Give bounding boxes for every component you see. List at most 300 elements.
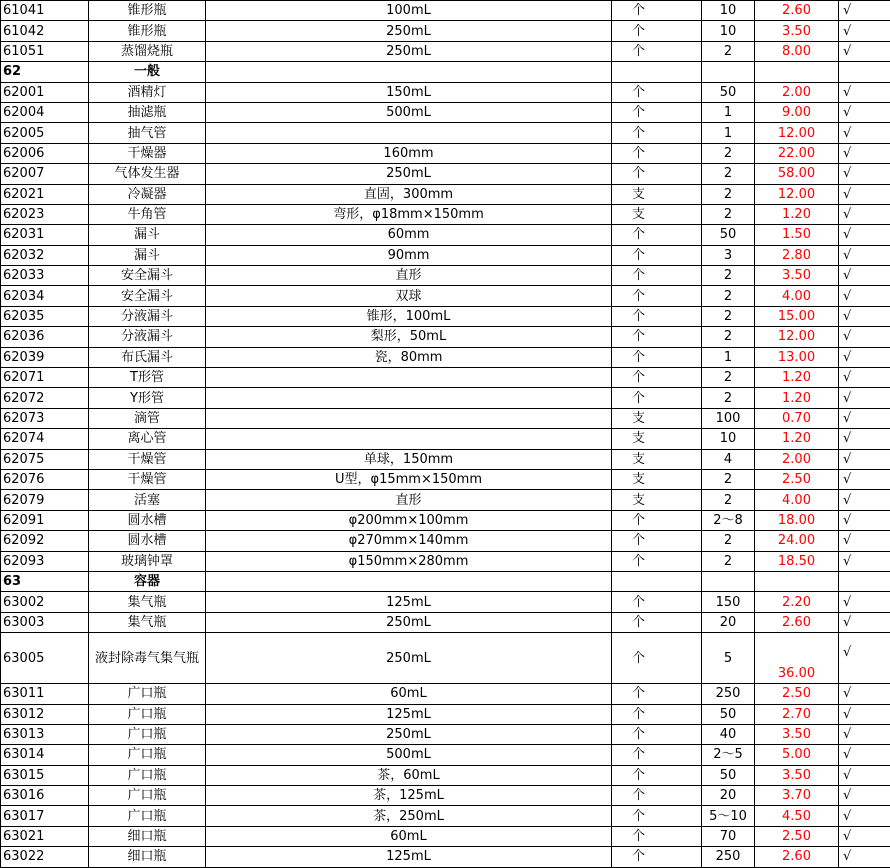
item-spec-cell: 茶，125mL [206, 786, 612, 806]
table-row [1, 225, 890, 245]
item-code-cell: 62023 [1, 204, 89, 224]
item-unit-cell: 个 [612, 786, 702, 806]
item-check-cell: √ [839, 633, 890, 684]
table-row [1, 490, 890, 510]
item-unit-cell: 个 [612, 704, 702, 724]
item-price-cell: 3.50 [755, 21, 839, 41]
item-quantity-cell: 50 [702, 82, 755, 102]
item-code-cell: 62093 [1, 551, 89, 571]
item-name-cell: 集气瓶 [89, 612, 206, 632]
item-name-cell: 漏斗 [89, 225, 206, 245]
item-code-cell: 62033 [1, 266, 89, 286]
item-unit-cell: 个 [612, 123, 702, 143]
item-check-cell: √ [839, 102, 890, 122]
item-price-cell: 3.50 [755, 765, 839, 785]
item-code-cell: 61051 [1, 41, 89, 61]
item-unit-cell: 支 [612, 469, 702, 489]
item-spec-cell: 250mL [206, 164, 612, 184]
item-spec-cell [206, 62, 612, 82]
section-code-cell: 63 [1, 571, 89, 591]
item-check-cell: √ [839, 41, 890, 61]
item-code-cell: 62091 [1, 510, 89, 530]
item-check-cell: √ [839, 225, 890, 245]
table-row [1, 368, 890, 388]
table-row [1, 286, 890, 306]
item-check-cell: √ [839, 724, 890, 744]
item-check-cell: √ [839, 1, 890, 21]
item-name-cell: 布氏漏斗 [89, 347, 206, 367]
item-quantity-cell: 50 [702, 704, 755, 724]
item-price-cell: 18.50 [755, 551, 839, 571]
item-price-cell: 2.20 [755, 592, 839, 612]
item-unit-cell: 个 [612, 143, 702, 163]
item-code-cell: 62036 [1, 327, 89, 347]
item-name-cell: 广口瓶 [89, 684, 206, 704]
item-unit-cell: 个 [612, 41, 702, 61]
item-unit-cell: 个 [612, 745, 702, 765]
item-spec-cell: 双球 [206, 286, 612, 306]
item-name-cell: 锥形瓶 [89, 1, 206, 21]
item-spec-cell: 60mL [206, 826, 612, 846]
item-check-cell: √ [839, 429, 890, 449]
item-quantity-cell [702, 571, 755, 591]
item-code-cell: 62006 [1, 143, 89, 163]
item-price-cell: 0.70 [755, 408, 839, 428]
item-price-cell: 2.50 [755, 469, 839, 489]
table-row [1, 592, 890, 612]
item-unit-cell: 个 [612, 847, 702, 867]
table-row [1, 327, 890, 347]
table-row [1, 684, 890, 704]
table-row [1, 143, 890, 163]
item-spec-cell: 锥形，100mL [206, 306, 612, 326]
table-row [1, 847, 890, 867]
item-name-cell: 抽滤瓶 [89, 102, 206, 122]
item-code-cell: 61042 [1, 21, 89, 41]
item-quantity-cell: 2 [702, 41, 755, 61]
item-name-cell: 干燥管 [89, 449, 206, 469]
item-spec-cell: 500mL [206, 102, 612, 122]
table-row [1, 245, 890, 265]
item-spec-cell: 茶，250mL [206, 806, 612, 826]
item-spec-cell [206, 408, 612, 428]
item-quantity-cell: 1 [702, 102, 755, 122]
item-code-cell: 63003 [1, 612, 89, 632]
item-code-cell: 63015 [1, 765, 89, 785]
item-price-cell: 1.20 [755, 368, 839, 388]
item-check-cell: √ [839, 123, 890, 143]
item-name-cell: 广口瓶 [89, 745, 206, 765]
item-unit-cell: 个 [612, 806, 702, 826]
item-unit-cell: 支 [612, 204, 702, 224]
item-spec-cell: 500mL [206, 745, 612, 765]
item-price-cell: 2.60 [755, 847, 839, 867]
item-check-cell: √ [839, 786, 890, 806]
item-spec-cell: 125mL [206, 592, 612, 612]
section-title-cell: 容器 [89, 571, 206, 591]
table-row [1, 408, 890, 428]
section-title-cell: 一般 [89, 62, 206, 82]
table-row [1, 41, 890, 61]
item-name-cell: 滴管 [89, 408, 206, 428]
item-name-cell: 冷凝器 [89, 184, 206, 204]
item-name-cell: 广口瓶 [89, 724, 206, 744]
item-name-cell: 液封除毒气集气瓶 [89, 633, 206, 684]
item-quantity-cell: 10 [702, 21, 755, 41]
item-name-cell: 安全漏斗 [89, 266, 206, 286]
item-code-cell: 62072 [1, 388, 89, 408]
item-code-cell: 62001 [1, 82, 89, 102]
item-check-cell: √ [839, 469, 890, 489]
item-code-cell: 62071 [1, 368, 89, 388]
item-spec-cell: 125mL [206, 847, 612, 867]
item-check-cell: √ [839, 592, 890, 612]
item-price-cell: 18.00 [755, 510, 839, 530]
item-code-cell: 63002 [1, 592, 89, 612]
item-check-cell: √ [839, 184, 890, 204]
item-quantity-cell: 40 [702, 724, 755, 744]
item-name-cell: 广口瓶 [89, 806, 206, 826]
item-spec-cell [206, 123, 612, 143]
item-code-cell: 63021 [1, 826, 89, 846]
item-unit-cell: 个 [612, 306, 702, 326]
item-price-cell: 1.20 [755, 204, 839, 224]
item-quantity-cell: 2 [702, 204, 755, 224]
item-quantity-cell: 1 [702, 123, 755, 143]
item-name-cell: 离心管 [89, 429, 206, 449]
item-name-cell: Y形管 [89, 388, 206, 408]
item-spec-cell: 茶，60mL [206, 765, 612, 785]
item-code-cell: 62005 [1, 123, 89, 143]
item-code-cell: 63022 [1, 847, 89, 867]
item-code-cell: 62035 [1, 306, 89, 326]
item-unit-cell: 个 [612, 327, 702, 347]
item-unit-cell: 个 [612, 102, 702, 122]
item-price-cell: 1.20 [755, 429, 839, 449]
item-price-cell: 36.00 [755, 633, 839, 684]
item-price-cell: 58.00 [755, 164, 839, 184]
item-code-cell: 63005 [1, 633, 89, 684]
table-row [1, 826, 890, 846]
item-check-cell: √ [839, 327, 890, 347]
item-quantity-cell: 150 [702, 592, 755, 612]
item-code-cell: 62039 [1, 347, 89, 367]
item-code-cell: 62004 [1, 102, 89, 122]
item-price-cell: 4.00 [755, 490, 839, 510]
item-unit-cell: 个 [612, 388, 702, 408]
item-price-cell: 5.00 [755, 745, 839, 765]
item-name-cell: 分液漏斗 [89, 306, 206, 326]
item-spec-cell: 100mL [206, 1, 612, 21]
item-unit-cell: 支 [612, 408, 702, 428]
table-row [1, 306, 890, 326]
item-check-cell: √ [839, 408, 890, 428]
item-check-cell: √ [839, 347, 890, 367]
table-row [1, 745, 890, 765]
item-spec-cell: 250mL [206, 724, 612, 744]
item-price-cell: 2.70 [755, 704, 839, 724]
item-unit-cell: 个 [612, 684, 702, 704]
table-row [1, 806, 890, 826]
item-quantity-cell: 2 [702, 531, 755, 551]
item-price-cell [755, 571, 839, 591]
item-code-cell: 62034 [1, 286, 89, 306]
item-check-cell: √ [839, 306, 890, 326]
item-unit-cell: 支 [612, 449, 702, 469]
item-price-cell: 12.00 [755, 184, 839, 204]
item-unit-cell: 个 [612, 551, 702, 571]
item-unit-cell: 个 [612, 826, 702, 846]
item-price-cell: 2.50 [755, 826, 839, 846]
item-name-cell: 细口瓶 [89, 847, 206, 867]
item-spec-cell: 250mL [206, 41, 612, 61]
item-price-cell: 2.60 [755, 612, 839, 632]
item-quantity-cell: 2 [702, 143, 755, 163]
item-spec-cell: 250mL [206, 612, 612, 632]
item-name-cell: 细口瓶 [89, 826, 206, 846]
item-spec-cell: 瓷，80mm [206, 347, 612, 367]
table-row [1, 388, 890, 408]
table-row [1, 469, 890, 489]
item-check-cell: √ [839, 286, 890, 306]
item-name-cell: 广口瓶 [89, 765, 206, 785]
item-unit-cell: 个 [612, 82, 702, 102]
item-check-cell: √ [839, 164, 890, 184]
item-name-cell: 广口瓶 [89, 704, 206, 724]
item-check-cell: √ [839, 847, 890, 867]
item-name-cell: 玻璃钟罩 [89, 551, 206, 571]
item-quantity-cell: 4 [702, 449, 755, 469]
item-spec-cell [206, 429, 612, 449]
item-check-cell: √ [839, 684, 890, 704]
item-unit-cell: 个 [612, 1, 702, 21]
item-name-cell: 活塞 [89, 490, 206, 510]
item-check-cell: √ [839, 612, 890, 632]
item-spec-cell: 单球，150mm [206, 449, 612, 469]
item-spec-cell: 150mL [206, 82, 612, 102]
item-price-cell: 12.00 [755, 123, 839, 143]
table-row [1, 704, 890, 724]
item-quantity-cell [702, 62, 755, 82]
item-check-cell: √ [839, 531, 890, 551]
table-row [1, 551, 890, 571]
item-unit-cell: 个 [612, 510, 702, 530]
item-quantity-cell: 250 [702, 684, 755, 704]
item-quantity-cell: 2 [702, 490, 755, 510]
item-check-cell: √ [839, 82, 890, 102]
item-unit-cell: 个 [612, 633, 702, 684]
item-name-cell: 干燥器 [89, 143, 206, 163]
table-row [1, 266, 890, 286]
item-check-cell: √ [839, 388, 890, 408]
item-price-cell: 2.60 [755, 1, 839, 21]
item-name-cell: 气体发生器 [89, 164, 206, 184]
item-check-cell: √ [839, 143, 890, 163]
item-check-cell: √ [839, 510, 890, 530]
item-check-cell: √ [839, 704, 890, 724]
item-check-cell: √ [839, 765, 890, 785]
item-quantity-cell: 2 [702, 164, 755, 184]
item-code-cell: 62092 [1, 531, 89, 551]
table-row [1, 531, 890, 551]
item-spec-cell: 160mm [206, 143, 612, 163]
item-code-cell: 63014 [1, 745, 89, 765]
item-quantity-cell: 10 [702, 1, 755, 21]
item-price-cell: 2.50 [755, 684, 839, 704]
item-quantity-cell: 20 [702, 786, 755, 806]
item-check-cell [839, 571, 890, 591]
item-name-cell: 分液漏斗 [89, 327, 206, 347]
item-unit-cell: 支 [612, 429, 702, 449]
item-price-cell: 4.00 [755, 286, 839, 306]
item-price-cell: 2.80 [755, 245, 839, 265]
item-name-cell: 圆水槽 [89, 510, 206, 530]
item-spec-cell: 250mL [206, 633, 612, 684]
item-code-cell: 62075 [1, 449, 89, 469]
table-row [1, 102, 890, 122]
item-spec-cell: 弯形，φ18mm×150mm [206, 204, 612, 224]
item-price-cell: 12.00 [755, 327, 839, 347]
item-spec-cell [206, 571, 612, 591]
item-price-cell: 4.50 [755, 806, 839, 826]
item-spec-cell: 60mL [206, 684, 612, 704]
item-quantity-cell: 50 [702, 765, 755, 785]
item-price-cell: 1.50 [755, 225, 839, 245]
item-price-cell: 22.00 [755, 143, 839, 163]
item-code-cell: 62073 [1, 408, 89, 428]
item-quantity-cell: 100 [702, 408, 755, 428]
item-price-cell: 24.00 [755, 531, 839, 551]
item-price-cell: 9.00 [755, 102, 839, 122]
item-unit-cell: 个 [612, 225, 702, 245]
item-check-cell: √ [839, 551, 890, 571]
item-quantity-cell: 2 [702, 266, 755, 286]
section-header-row [1, 62, 890, 82]
item-unit-cell: 个 [612, 347, 702, 367]
item-check-cell: √ [839, 806, 890, 826]
item-name-cell: 圆水槽 [89, 531, 206, 551]
table-row [1, 184, 890, 204]
item-name-cell: 锥形瓶 [89, 21, 206, 41]
item-price-cell: 1.20 [755, 388, 839, 408]
table-row [1, 347, 890, 367]
item-price-cell: 2.00 [755, 449, 839, 469]
item-code-cell: 62021 [1, 184, 89, 204]
table-row [1, 786, 890, 806]
item-spec-cell: 直形 [206, 266, 612, 286]
item-name-cell: 漏斗 [89, 245, 206, 265]
item-unit-cell: 个 [612, 266, 702, 286]
item-price-cell: 13.00 [755, 347, 839, 367]
item-name-cell: 干燥管 [89, 469, 206, 489]
item-check-cell: √ [839, 245, 890, 265]
item-quantity-cell: 5～10 [702, 806, 755, 826]
item-price-cell: 3.70 [755, 786, 839, 806]
item-name-cell: 集气瓶 [89, 592, 206, 612]
item-code-cell: 62079 [1, 490, 89, 510]
table-row [1, 612, 890, 632]
table-row [1, 724, 890, 744]
table-row [1, 449, 890, 469]
item-unit-cell: 个 [612, 612, 702, 632]
item-unit-cell: 个 [612, 368, 702, 388]
item-quantity-cell: 5 [702, 633, 755, 684]
item-unit-cell: 个 [612, 531, 702, 551]
item-check-cell: √ [839, 21, 890, 41]
item-check-cell: √ [839, 449, 890, 469]
item-name-cell: 牛角管 [89, 204, 206, 224]
item-unit-cell: 个 [612, 286, 702, 306]
item-price-cell: 2.00 [755, 82, 839, 102]
item-quantity-cell: 50 [702, 225, 755, 245]
item-code-cell: 62007 [1, 164, 89, 184]
item-name-cell: 广口瓶 [89, 786, 206, 806]
item-unit-cell: 支 [612, 490, 702, 510]
section-header-row [1, 571, 890, 591]
table-row [1, 164, 890, 184]
item-price-cell: 3.50 [755, 724, 839, 744]
item-name-cell: T形管 [89, 368, 206, 388]
item-quantity-cell: 2 [702, 469, 755, 489]
item-code-cell: 63013 [1, 724, 89, 744]
table-row [1, 82, 890, 102]
item-name-cell: 安全漏斗 [89, 286, 206, 306]
item-check-cell: √ [839, 204, 890, 224]
item-check-cell: √ [839, 490, 890, 510]
item-unit-cell: 个 [612, 245, 702, 265]
item-unit-cell: 个 [612, 724, 702, 744]
item-unit-cell: 支 [612, 184, 702, 204]
item-quantity-cell: 2 [702, 551, 755, 571]
item-spec-cell: 直形 [206, 490, 612, 510]
table-row [1, 204, 890, 224]
item-unit-cell [612, 62, 702, 82]
item-spec-cell: 250mL [206, 21, 612, 41]
item-quantity-cell: 2 [702, 306, 755, 326]
item-spec-cell: φ150mm×280mm [206, 551, 612, 571]
item-quantity-cell: 2 [702, 286, 755, 306]
item-spec-cell: 直固，300mm [206, 184, 612, 204]
table-row [1, 1, 890, 21]
item-code-cell: 61041 [1, 1, 89, 21]
item-quantity-cell: 2～8 [702, 510, 755, 530]
item-unit-cell: 个 [612, 164, 702, 184]
table-row [1, 510, 890, 530]
item-spec-cell [206, 388, 612, 408]
item-code-cell: 62074 [1, 429, 89, 449]
item-quantity-cell: 2 [702, 368, 755, 388]
item-spec-cell [206, 368, 612, 388]
item-check-cell: √ [839, 745, 890, 765]
item-code-cell: 62031 [1, 225, 89, 245]
item-spec-cell: φ200mm×100mm [206, 510, 612, 530]
item-quantity-cell: 250 [702, 847, 755, 867]
item-check-cell: √ [839, 266, 890, 286]
item-name-cell: 抽气管 [89, 123, 206, 143]
item-unit-cell [612, 571, 702, 591]
item-quantity-cell: 3 [702, 245, 755, 265]
item-spec-cell: 梨形，50mL [206, 327, 612, 347]
item-spec-cell: 125mL [206, 704, 612, 724]
item-code-cell: 63016 [1, 786, 89, 806]
item-code-cell: 63012 [1, 704, 89, 724]
item-spec-cell: U型，φ15mm×150mm [206, 469, 612, 489]
item-unit-cell: 个 [612, 765, 702, 785]
item-check-cell: √ [839, 368, 890, 388]
item-code-cell: 63017 [1, 806, 89, 826]
item-price-cell [755, 62, 839, 82]
item-code-cell: 62076 [1, 469, 89, 489]
